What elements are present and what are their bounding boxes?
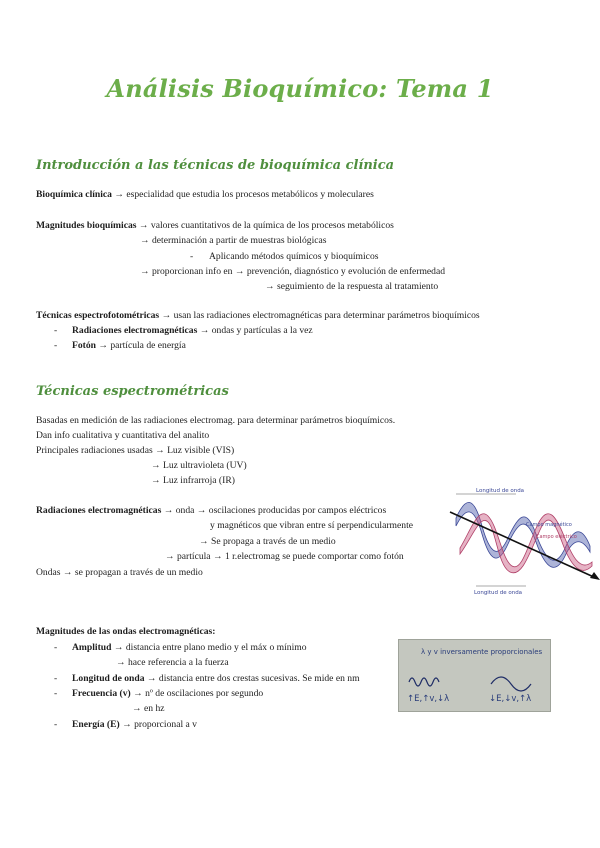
bioquimica-clinica-line [36,189,374,201]
espectro-line-1: Basadas en medición de las radiaciones electromag. para determinar parámetros bioquímicos. [36,415,396,426]
amplitud-line-2: → hace referencia a la fuerza [116,657,229,668]
frecuencia-line [72,688,263,700]
section-heading-intro: Introducción a las técnicas de bioquímica clínica [36,158,395,173]
rad-line [36,505,386,517]
section-heading-espectrometricas: Técnicas espectrométricas [36,384,229,399]
foton-line [72,340,186,352]
term-foton: Fotón [72,340,96,351]
bullet-dash: - [54,642,58,653]
photo-right-note: ↓E,↓v,↑λ [489,694,532,704]
def-longitud-onda: → distancia entre dos crestas sucesivas. Se mide en nm [146,673,360,684]
label-wavelength-top: Longitud de onda [476,488,525,494]
def-amplitud: → distancia entre plano medio y el máx o mínimo [113,642,307,653]
def-magnitudes-bioquimicas: → valores cuantitativos de la química de los procesos metabólicos [138,220,394,231]
bullet-dash: - [54,673,58,684]
rad-line-3: → Se propaga a través de un medio [199,536,336,547]
magnitudes-line-2: → determinación a partir de muestras biológicas [140,235,327,246]
term-amplitud: Amplitud [72,642,112,653]
bullet-dash: - [54,325,58,336]
term-radiaciones: Radiaciones electromagnéticas [72,325,198,336]
label-wavelength-bottom: Longitud de onda [474,590,523,596]
ondas-line: Ondas → se propagan a través de un medio [36,567,203,578]
term-tecnicas-espectrofotometricas: Técnicas espectrofotométricas [36,310,160,321]
magnitudes-line-4: → proporcionan info en → prevención, diagnóstico y evolución de enfermedad [140,266,446,277]
term-radiaciones-electromagneticas: Radiaciones electromagnéticas [36,505,162,516]
magnitudes-line [36,220,394,232]
bullet-dash: - [54,719,58,730]
label-magnetic-field: Campo magnético [526,522,572,528]
def-energia: → proporcional a v [122,719,197,730]
def-radiaciones-electromagneticas: → onda → oscilaciones producidas por campos eléctricos [163,505,387,516]
photo-left-note: ↑E,↑v,↓λ [407,694,450,704]
def-foton: → partícula de energía [98,340,186,351]
term-frecuencia: Frecuencia (v) [72,688,131,699]
term-magnitudes-bioquimicas: Magnitudes bioquímicas [36,220,137,231]
energia-line [72,719,197,731]
term-energia: Energía (E) [72,719,120,730]
amplitud-line [72,642,307,654]
def-radiaciones: → ondas y partículas a la vez [199,325,313,336]
magnitudes-line-5: → seguimiento de la respuesta al tratamiento [265,281,439,292]
def-tecnicas-espectrofotometricas: → usan las radiaciones electromagnéticas para determinar parámetros bioquímicos [161,310,480,321]
espectro-line-4: → Luz ultravioleta (UV) [151,460,247,471]
longitud-line [72,673,360,685]
term-longitud-onda: Longitud de onda [72,673,145,684]
photo-top-note: λ y v inversamente proporcionales [421,648,543,656]
bullet-dash: - [54,340,58,351]
radiaciones-line [72,325,313,337]
ondas-magnitudes-heading: Magnitudes de las ondas electromagnéticas: [36,626,216,637]
espectro-line-2: Dan info cualitativa y cuantitativa del analito [36,430,210,441]
espectro-line-3: Principales radiaciones usadas → Luz visible (VIS) [36,445,235,456]
handwritten-note-photo [398,639,551,712]
magnitudes-dash: - [190,251,194,262]
magnitudes-line-3: Aplicando métodos químicos y bioquímicos [209,251,379,262]
frecuencia-line-2: → en hz [132,703,165,714]
short-wave-doodle [409,678,439,686]
electromagnetic-wave-figure [446,486,600,598]
propagation-arrow-head [590,572,600,580]
rad-line-2: y magnéticos que vibran entre sí perpendicularmente [210,520,413,531]
def-frecuencia: → nº de oscilaciones por segundo [133,688,264,699]
label-electric-field: Campo eléctrico [536,534,577,540]
page-title: Análisis Bioquímico: Tema 1 [106,74,494,103]
tecnicas-line [36,310,480,322]
bullet-dash: - [54,688,58,699]
long-wave-doodle [491,677,531,691]
def-bioquimica-clinica: → especialidad que estudia los procesos metabólicos y moleculares [114,189,374,200]
term-bioquimica-clinica: Bioquímica clínica [36,189,112,200]
rad-line-4: → partícula → 1 r.electromag se puede comportar como fotón [165,551,404,562]
espectro-line-5: → Luz infrarroja (IR) [151,475,235,486]
